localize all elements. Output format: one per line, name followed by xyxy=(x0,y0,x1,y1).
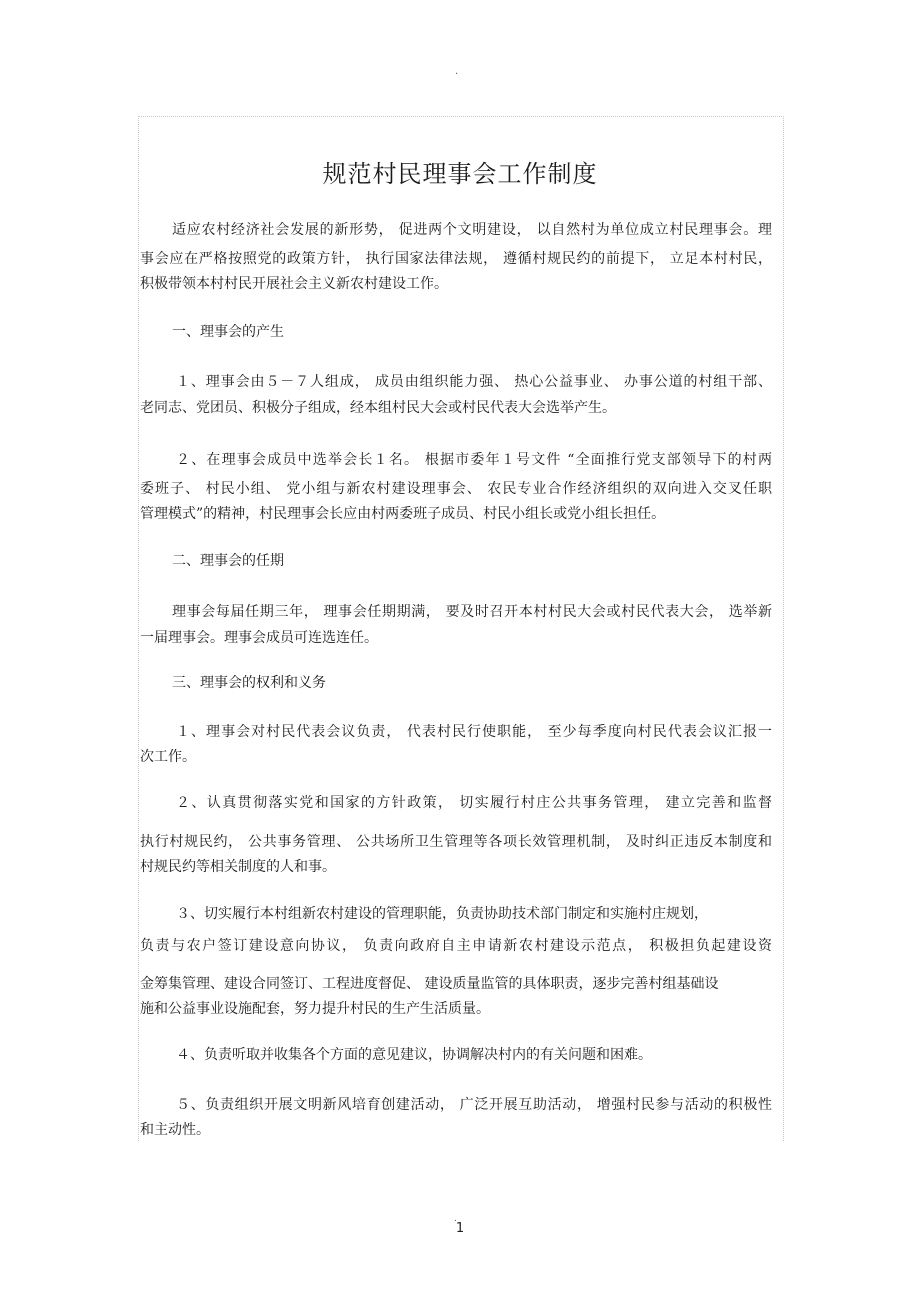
paragraph-line: 和主动性。 xyxy=(140,1122,210,1138)
paragraph-line: 一届理事会。理事会成员可连选连任。 xyxy=(140,630,378,646)
section-heading: 二、理事会的任期 xyxy=(172,553,284,569)
paragraph-line: 老同志、党团员、积极分子组成，经本组村民大会或村民代表大会选举产生。 xyxy=(140,400,616,416)
section-heading: 一、理事会的产生 xyxy=(172,324,284,340)
paragraph-line: 委班子、 村民小组、 党小组与新农村建设理事会、 农民专业合作经济组织的双向进入交叉任职 xyxy=(140,481,772,497)
paragraph-line: 负责与农户签订建设意向协议， 负责向政府自主申请新农村建设示范点， 积极担负起建设资 xyxy=(140,938,772,954)
paragraph-line: 村规民约等相关制度的人和事。 xyxy=(140,859,336,875)
document-title: 规范村民理事会工作制度 xyxy=(322,160,598,188)
paragraph-line: 管理模式”的精神，村民理事会长应由村两委班子成员、村民小组长或党小组长担任。 xyxy=(140,506,666,522)
paragraph-line: 事会应在严格按照党的政策方针， 执行国家法律法规， 遵循村规民约的前提下， 立足本村村民， xyxy=(140,251,772,267)
paragraph-line: 积极带领本村村民开展社会主义新农村建设工作。 xyxy=(140,276,448,292)
paragraph-line: ２、认真贯彻落实党和国家的方针政策， 切实履行村庄公共事务管理， 建立完善和监督 xyxy=(176,795,772,811)
paragraph-line: １、理事会对村民代表会议负责， 代表村民行使职能， 至少每季度向村民代表会议汇报一 xyxy=(176,724,772,740)
paragraph-line: １、理事会由５－７人组成， 成员由组织能力强、 热心公益事业、 办事公道的村组干部、 xyxy=(176,374,772,390)
paragraph-line: 次工作。 xyxy=(140,749,196,765)
paragraph-line: 适应农村经济社会发展的新形势， 促进两个文明建设， 以自然村为单位成立村民理事会。理 xyxy=(172,222,772,238)
paragraph-line: 执行村规民约， 公共事务管理、 公共场所卫生管理等各项长效管理机制， 及时纠正违反本制度和 xyxy=(140,834,772,850)
page-number: 1 xyxy=(455,1221,465,1236)
section-heading: 三、理事会的权利和义务 xyxy=(172,675,326,691)
paragraph-line: 施和公益事业设施配套，努力提升村民的生产生活质量。 xyxy=(140,1001,490,1017)
paragraph-line: 理事会每届任期三年， 理事会任期期满， 要及时召开本村村民大会或村民代表大会， 选举新 xyxy=(172,604,772,620)
paragraph-line: ５、负责组织开展文明新风培育创建活动， 广泛开展互助活动， 增强村民参与活动的积极性 xyxy=(176,1097,772,1113)
paragraph-line: ３、切实履行本村组新农村建设的管理职能，负责协助技术部门制定和实施村庄规划， xyxy=(176,906,708,922)
header-dot: . xyxy=(455,66,459,77)
paragraph-line: 金筹集管理、建设合同签订、工程进度督促、 建设质量监管的具体职责，逐步完善村组基础设 xyxy=(140,976,719,992)
paragraph-line: ２、在理事会成员中选举会长１名。 根据市委年１号文件 “全面推行党支部领导下的村两 xyxy=(176,452,772,468)
paragraph-line: ４、负责听取并收集各个方面的意见建议，协调解决村内的有关问题和困难。 xyxy=(176,1047,652,1063)
footer-dot: . xyxy=(454,1214,457,1224)
